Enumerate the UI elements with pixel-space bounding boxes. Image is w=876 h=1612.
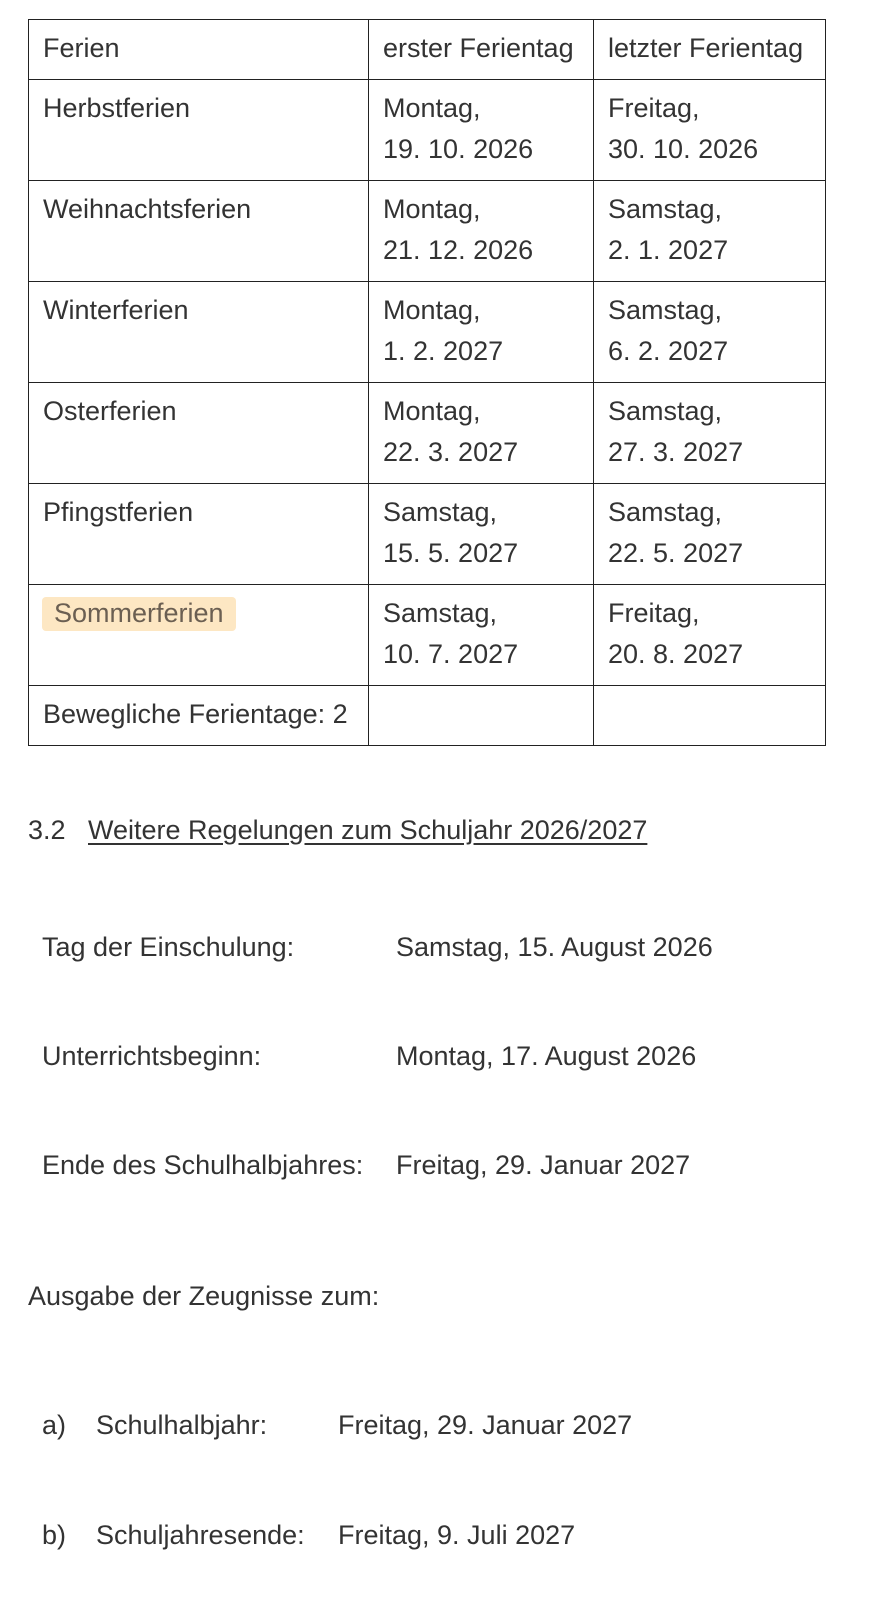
date: 19. 10. 2026: [383, 134, 534, 164]
section-title: Weitere Regelungen zum Schuljahr 2026/2027: [88, 815, 648, 845]
weekday: Freitag,: [608, 93, 700, 123]
first-day-cell: [369, 181, 594, 282]
holiday-name: Pfingstferien: [29, 484, 369, 585]
holiday-name: Weihnachtsferien: [29, 181, 369, 282]
first-day-cell: [369, 484, 594, 585]
item-value: Freitag, 9. Juli 2027: [338, 1520, 576, 1550]
header-ferien: Ferien: [29, 20, 369, 80]
date: 20. 8. 2027: [608, 639, 744, 669]
header-last-day: letzter Ferientag: [594, 20, 826, 80]
date: 30. 10. 2026: [608, 134, 759, 164]
item-label: Schulhalbjahr:: [96, 1410, 268, 1440]
last-day-cell: [594, 484, 826, 585]
detail-value: Samstag, 15. August 2026: [396, 932, 713, 962]
holiday-name: Osterferien: [29, 383, 369, 484]
detail-label: Tag der Einschulung:: [42, 932, 295, 962]
table-header-row: [29, 20, 826, 80]
date: 21. 12. 2026: [383, 235, 534, 265]
table-row: [29, 585, 826, 686]
last-day-cell: [594, 282, 826, 383]
highlighted-holiday-name: Sommerferien: [42, 597, 236, 631]
date: 2. 1. 2027: [608, 235, 729, 265]
date: 22. 5. 2027: [608, 538, 744, 568]
last-day-cell: [594, 383, 826, 484]
last-day-cell: [594, 585, 826, 686]
table-row: [29, 282, 826, 383]
holiday-name-cell: [29, 585, 369, 686]
movable-days: Bewegliche Ferientage: 2: [29, 686, 369, 746]
last-day-cell: [594, 80, 826, 181]
date: 15. 5. 2027: [383, 538, 519, 568]
table-row: [29, 484, 826, 585]
date: 1. 2. 2027: [383, 336, 504, 366]
date: 22. 3. 2027: [383, 437, 519, 467]
weekday: Samstag,: [608, 396, 723, 426]
date: 6. 2. 2027: [608, 336, 729, 366]
section-heading: [28, 815, 647, 846]
table-row: [29, 383, 826, 484]
weekday: Samstag,: [383, 497, 498, 527]
weekday: Samstag,: [383, 598, 498, 628]
weekday: Samstag,: [608, 497, 723, 527]
weekday: Montag,: [383, 396, 481, 426]
weekday: Montag,: [383, 93, 481, 123]
table-footer-row: [29, 686, 826, 746]
first-day-cell: [369, 585, 594, 686]
item-value: Freitag, 29. Januar 2027: [338, 1410, 633, 1440]
date: 27. 3. 2027: [608, 437, 744, 467]
empty-cell: [594, 686, 826, 746]
item-marker: a): [42, 1410, 67, 1440]
empty-cell: [369, 686, 594, 746]
table-row: [29, 80, 826, 181]
weekday: Samstag,: [608, 295, 723, 325]
date: 10. 7. 2027: [383, 639, 519, 669]
weekday: Montag,: [383, 295, 481, 325]
detail-label: Unterrichtsbeginn:: [42, 1041, 262, 1071]
item-marker: b): [42, 1520, 67, 1550]
first-day-cell: [369, 80, 594, 181]
first-day-cell: [369, 282, 594, 383]
weekday: Freitag,: [608, 598, 700, 628]
detail-label: Ende des Schulhalbjahres:: [42, 1150, 364, 1180]
first-day-cell: [369, 383, 594, 484]
detail-value: Freitag, 29. Januar 2027: [396, 1150, 691, 1180]
weekday: Samstag,: [608, 194, 723, 224]
section-number: 3.2: [28, 815, 66, 845]
header-first-day: erster Ferientag: [369, 20, 594, 80]
item-label: Schuljahresende:: [96, 1520, 305, 1550]
detail-value: Montag, 17. August 2026: [396, 1041, 697, 1071]
holiday-name: Winterferien: [29, 282, 369, 383]
holiday-name: Herbstferien: [29, 80, 369, 181]
holiday-table: [28, 19, 826, 746]
last-day-cell: [594, 181, 826, 282]
zeugnisse-intro: Ausgabe der Zeugnisse zum:: [28, 1281, 380, 1311]
table-row: [29, 181, 826, 282]
weekday: Montag,: [383, 194, 481, 224]
